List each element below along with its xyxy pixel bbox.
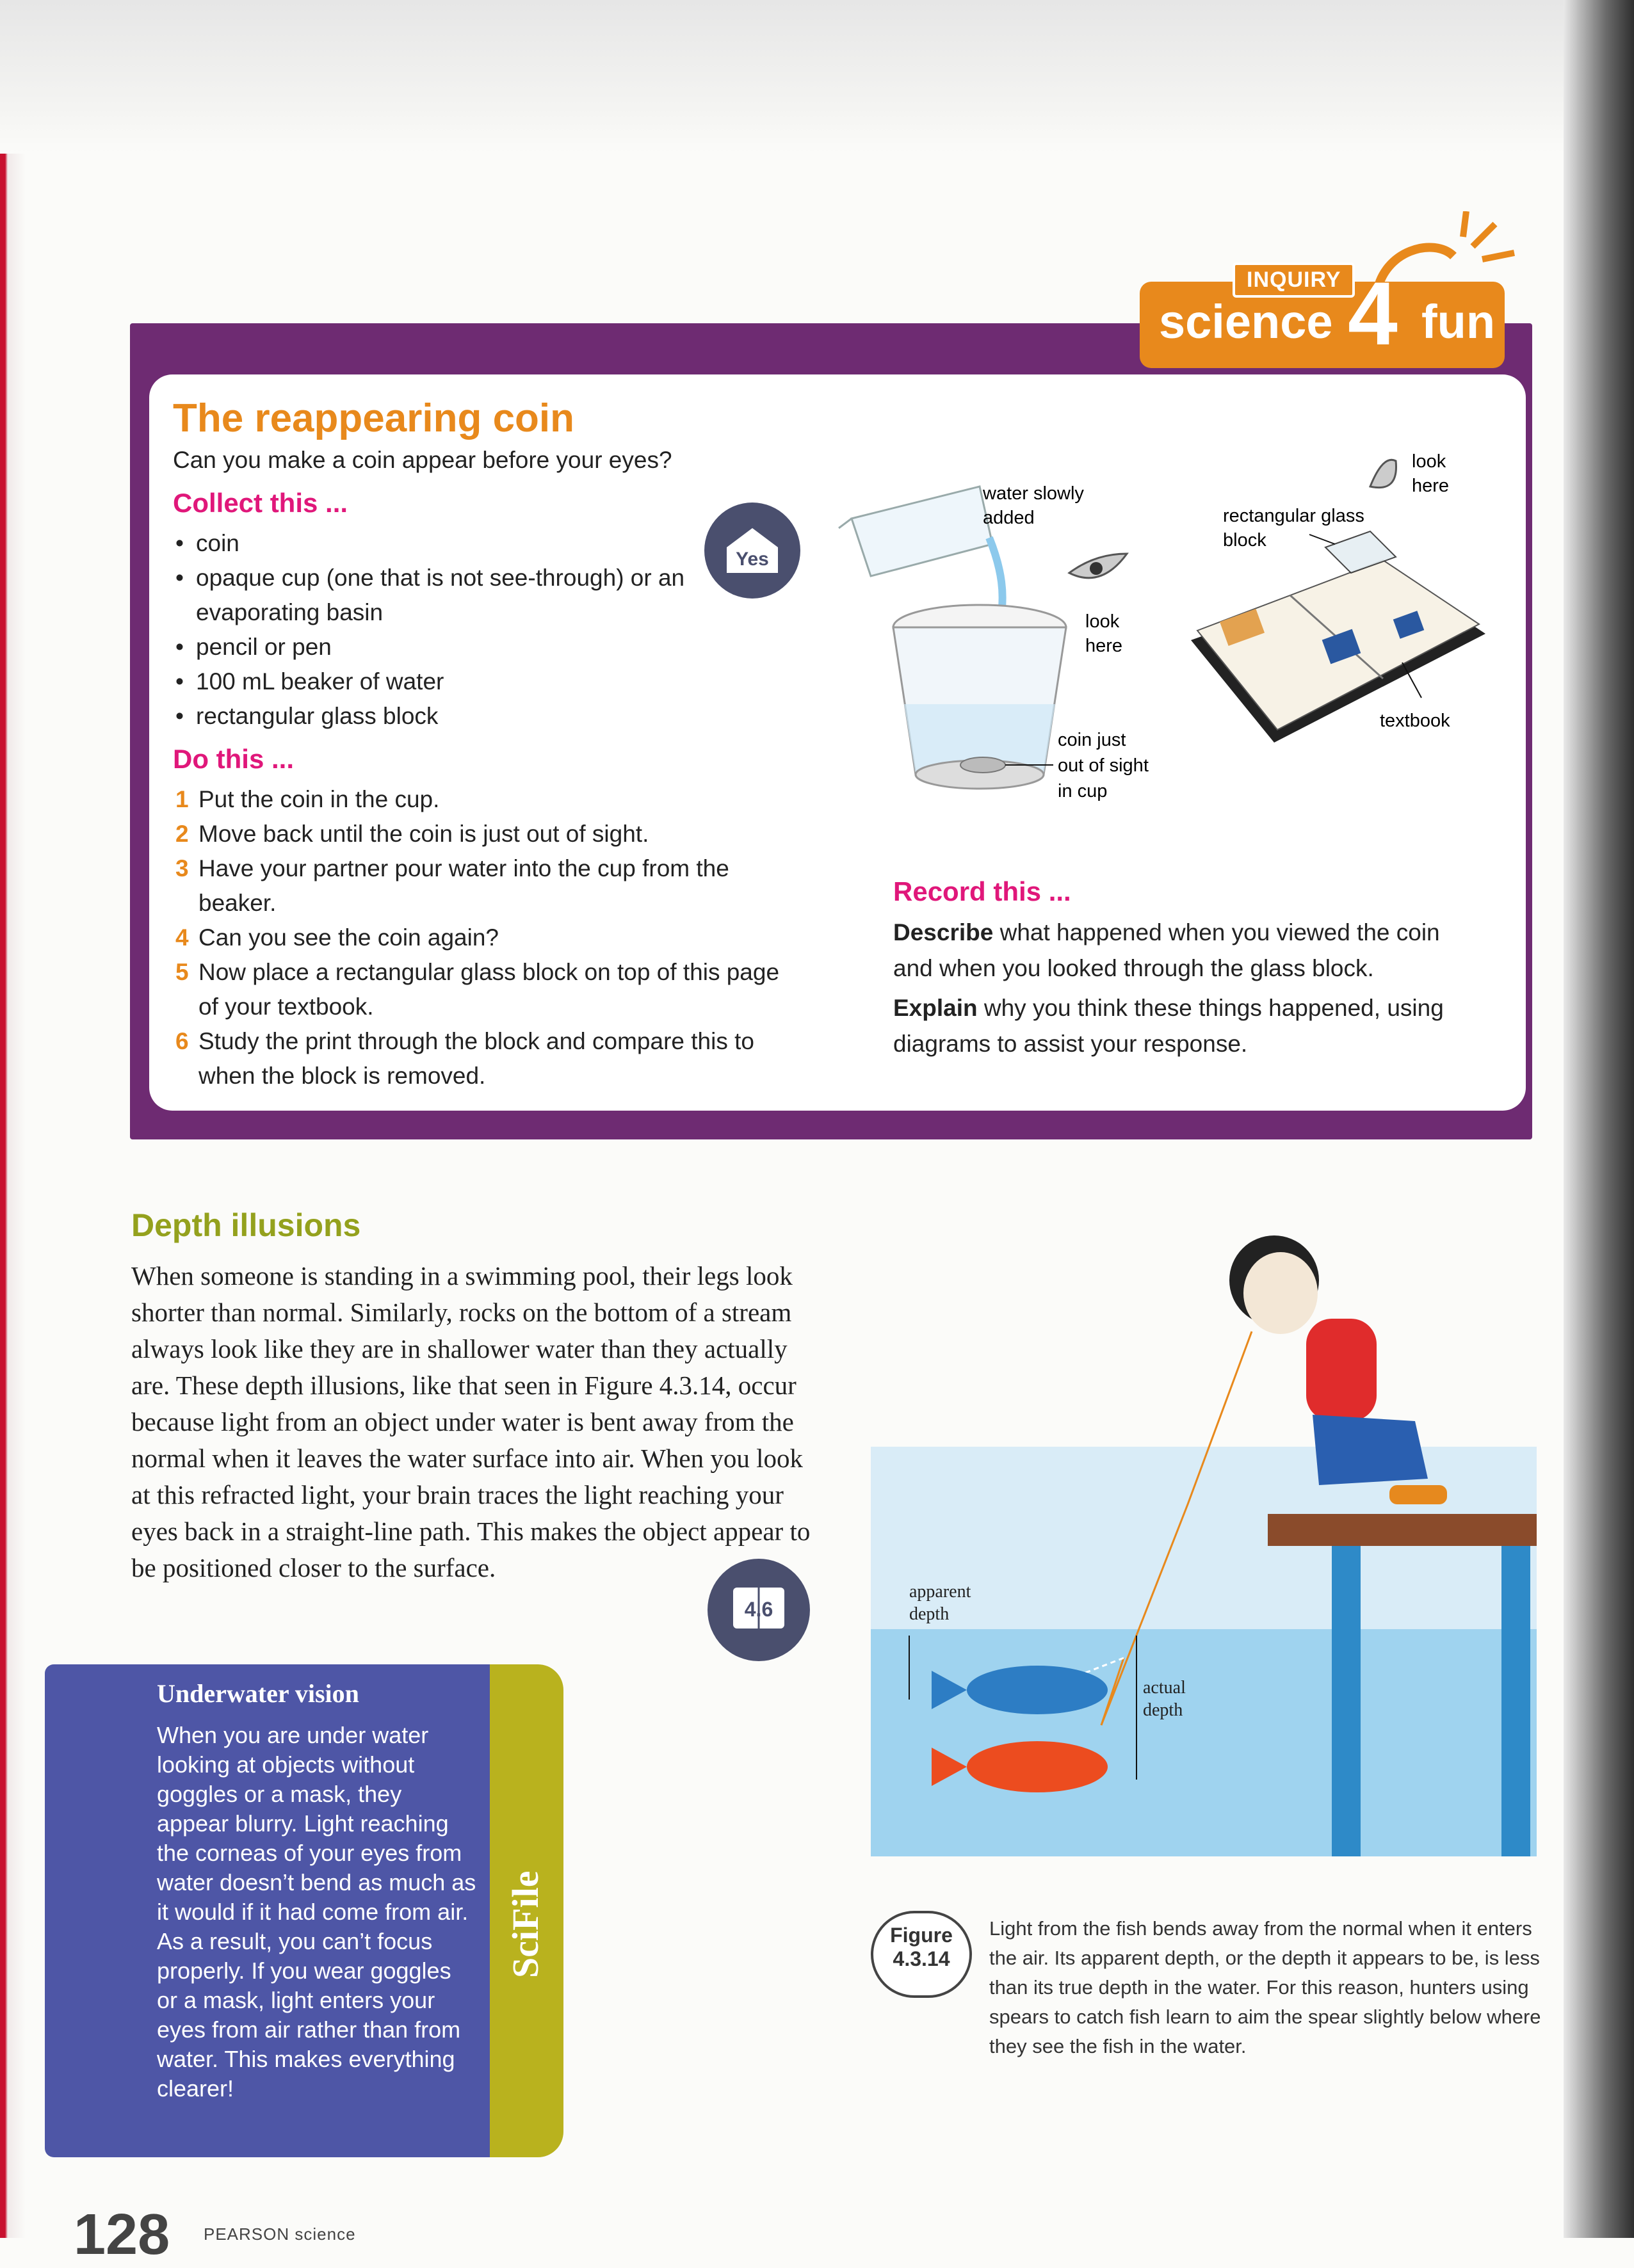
step-item: [173, 782, 800, 817]
do-heading: Do this ...: [173, 744, 294, 774]
yes-label: Yes: [736, 549, 769, 570]
eye-icon: [1370, 460, 1396, 487]
badge-science-label: science: [1159, 295, 1333, 348]
badge-four-label: 4: [1348, 263, 1398, 364]
book-icon: [708, 1559, 810, 1661]
step-number: 1: [175, 786, 189, 812]
collect-heading: Collect this ...: [173, 488, 348, 518]
eye-icon: [1069, 554, 1127, 578]
explain-text: why you think these things happened, using diagrams to assist your response.: [893, 995, 1444, 1057]
step-number: 4: [175, 924, 189, 951]
step-number: 5: [175, 959, 189, 985]
step-number: 3: [175, 855, 189, 881]
badge-fun-label: fun: [1421, 295, 1496, 348]
yes-sticker: [704, 503, 800, 599]
figure-label-word: Figure: [890, 1924, 953, 1947]
steps-list: [173, 782, 800, 1093]
collect-item: • 100 mL beaker of water: [173, 664, 717, 699]
describe-keyword: Describe: [893, 919, 994, 945]
step-text: Move back until the coin is just out of sight.: [198, 821, 649, 847]
collect-item: • pencil or pen: [173, 630, 717, 664]
page-number: 128: [74, 2203, 170, 2267]
sticker-4-6: [708, 1559, 810, 1661]
step-item: [173, 1024, 800, 1093]
label-coin-2: out of sight: [1058, 755, 1149, 776]
activity-subtitle: Can you make a coin appear before your eyes?: [173, 447, 672, 473]
coin-icon: [960, 757, 1005, 773]
step-number: 6: [175, 1028, 189, 1054]
figure-number: 4.3.14: [893, 1947, 950, 1970]
water-area: [871, 1629, 1537, 1856]
label-look-here-1b: here: [1085, 636, 1123, 656]
record-heading: Record this ...: [893, 876, 1071, 906]
label-glass-block: rectangular glass: [1223, 506, 1364, 526]
textbook-diagram: [1178, 442, 1524, 775]
step-text: Now place a rectangular glass block on top of this page of your textbook.: [198, 959, 780, 1020]
step-item: [173, 955, 800, 1024]
label-water-added-2: added: [983, 508, 1035, 528]
sticker-label: 4.6: [744, 1598, 773, 1621]
step-item: [173, 851, 800, 921]
step-text: Can you see the coin again?: [198, 924, 499, 951]
apparent-depth-label: apparent: [909, 1582, 971, 1602]
actual-depth-label: actual: [1143, 1678, 1186, 1698]
label-look-here-1: look: [1085, 611, 1120, 632]
house-icon: [704, 503, 800, 599]
activity-title: The reappearing coin: [173, 396, 575, 440]
describe-text: what happened when you viewed the coin and when you looked through the glass block.: [893, 919, 1440, 981]
explain-keyword: Explain: [893, 995, 978, 1021]
footer-brand: PEARSON science: [204, 2224, 356, 2244]
step-item: [173, 921, 800, 955]
depth-heading: Depth illusions: [131, 1207, 361, 1243]
scifile-tag-label: SciFile: [505, 1870, 546, 1978]
label-glass-block-2: block: [1223, 530, 1266, 551]
figure-caption: Light from the fish bends away from the normal when it enters the air. Its apparent depth, or the depth it appears to be, is less than its true depth in the water. For this reason, hunters using spears to catch fish learn to aim the spear slightly below where they see the fish in the water.: [989, 1917, 1541, 2057]
collect-list: [173, 526, 717, 734]
page-top-shadow: [0, 0, 1634, 154]
figure-label-bubble: [871, 1911, 972, 1998]
pier-post: [1332, 1546, 1361, 1856]
step-text: Study the print through the block and compare this to when the block is removed.: [198, 1028, 754, 1089]
step-item: [173, 817, 800, 851]
record-explain: [893, 990, 1469, 1062]
depth-figure: [871, 1216, 1543, 1856]
label-textbook: textbook: [1380, 711, 1450, 731]
step-text: Have your partner pour water into the cup from the beaker.: [198, 855, 729, 916]
step-number: 2: [175, 821, 189, 847]
collect-item: • opaque cup (one that is not see-through) or an evaporating basin: [173, 561, 717, 630]
record-section: [893, 874, 1469, 1066]
collect-item: • coin: [173, 526, 717, 561]
label-water-added: water slowly: [983, 483, 1084, 504]
beaker-icon: [839, 487, 992, 576]
pier-deck: [1268, 1514, 1537, 1546]
scifile-tag: [493, 1844, 563, 1997]
label-look-here-2: look: [1412, 451, 1446, 472]
collect-item: • rectangular glass block: [173, 699, 717, 734]
apparent-depth-label-2: depth: [909, 1604, 950, 1624]
cup-icon: [893, 605, 1066, 789]
cup-diagram: [832, 442, 1165, 826]
binding-shadow: [1564, 0, 1634, 2238]
label-look-here-2b: here: [1412, 476, 1450, 496]
scifile-title: Underwater vision: [157, 1679, 359, 1708]
page-left-edge: [0, 154, 26, 2238]
depth-body-text: When someone is standing in a swimming pool, their legs look shorter than normal. Similarly, rocks on the bottom of a stream always look like they are in shallower water than they actually are. These depth illusions, like that seen in Figure 4.3.14, occur because light from an object under water is bent away from the normal when it leaves the water surface into air. When you look at this refracted light, your brain traces the light reaching your eyes back in a straight-line path. This makes the object appear to be positioned closer to the surface.: [131, 1261, 811, 1582]
step-text: Put the coin in the cup.: [198, 786, 440, 812]
actual-depth-label-2: depth: [1143, 1700, 1183, 1720]
label-coin-3: in cup: [1058, 781, 1108, 801]
pier-post: [1501, 1546, 1530, 1856]
label-coin-out-of-sight: coin just: [1058, 730, 1126, 750]
badge-inquiry-label: INQUIRY: [1233, 262, 1355, 298]
scifile-body-text: When you are under water looking at objects without goggles or a mask, they appear blurry. Light reaching the corneas of your eyes from water doesn’t bend as much as it would if it had come from air. As a result, you can’t focus properly. If you wear goggles or a mask, light enters your eyes from air rather than from water. This makes everything clearer!: [157, 1722, 476, 2102]
record-describe: [893, 915, 1469, 986]
